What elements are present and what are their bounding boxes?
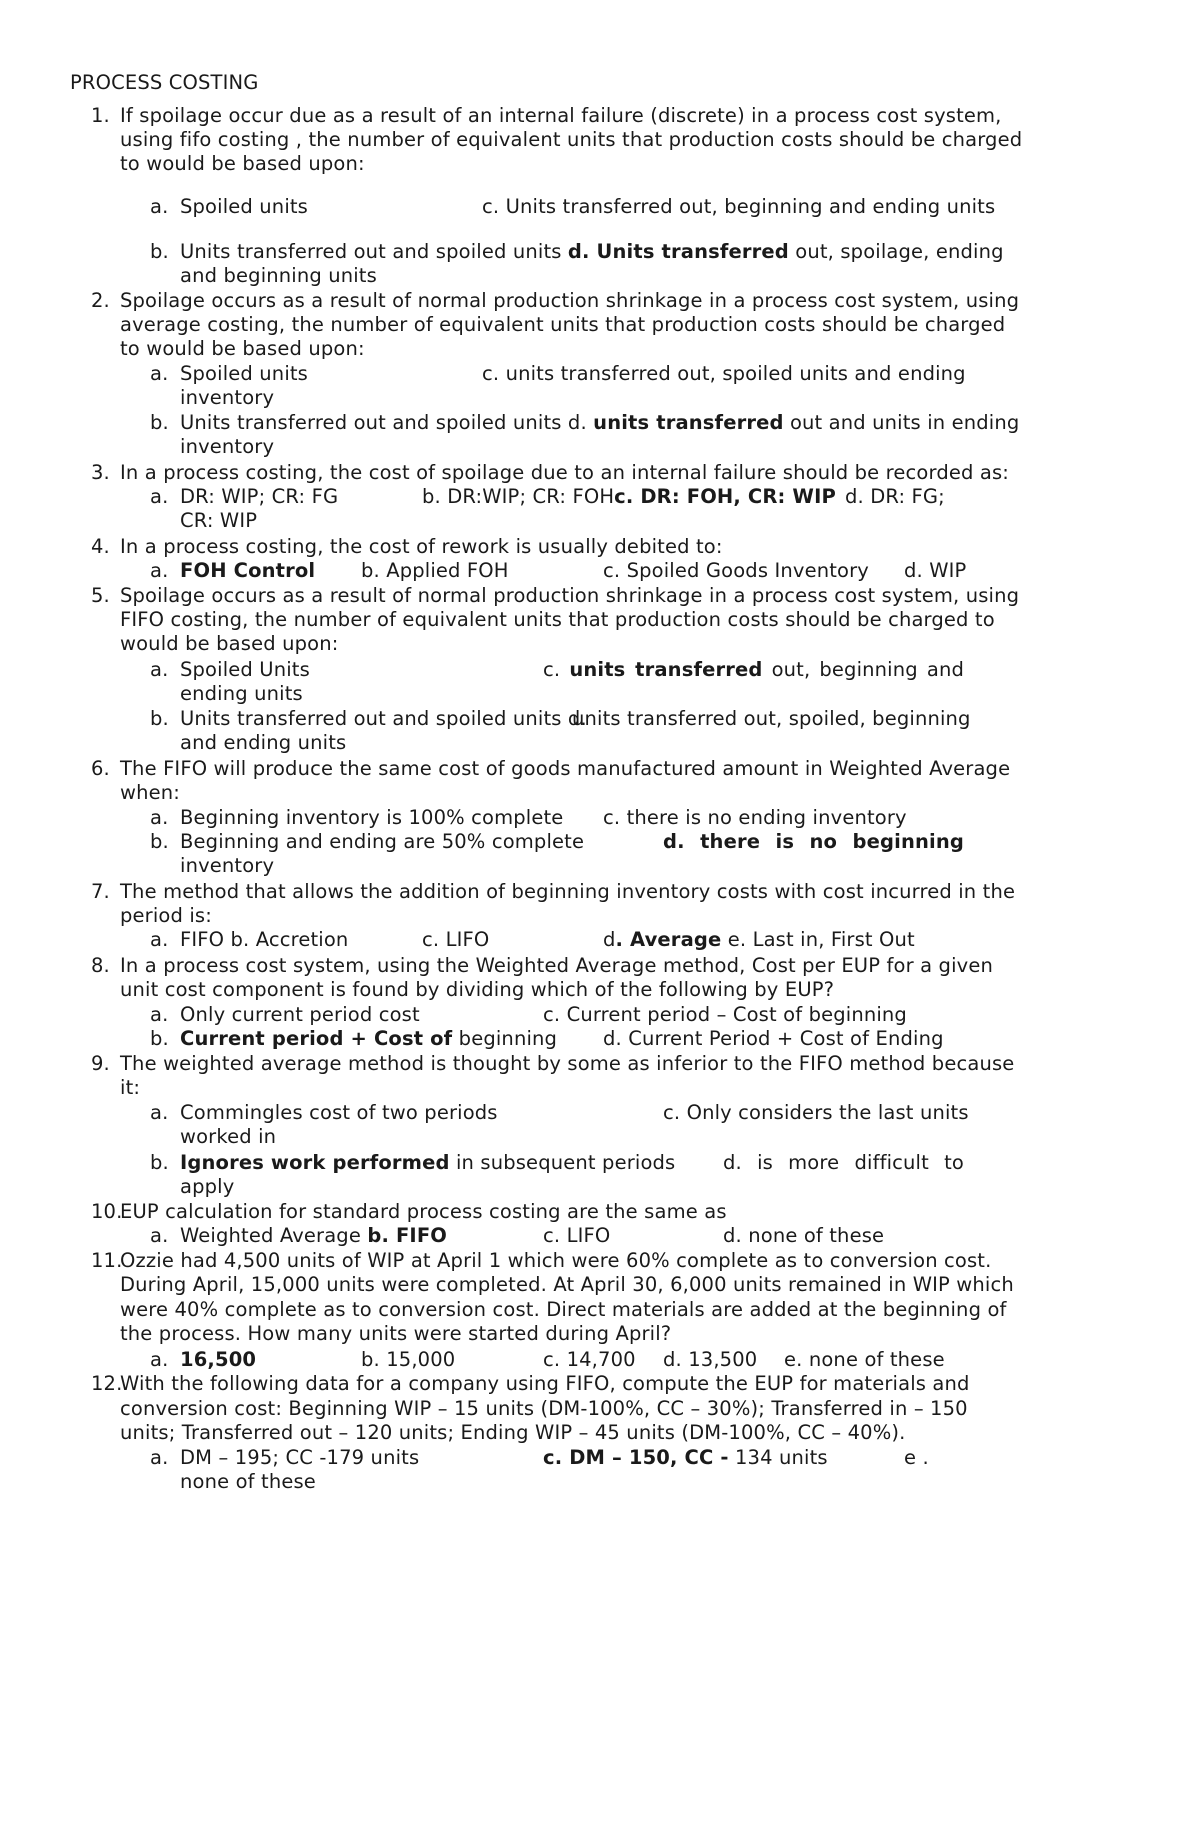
answer-a: 16,500 (180, 1348, 257, 1371)
option-c: c. there is no ending inventory (603, 806, 907, 829)
answer-d: units transferred (593, 411, 784, 434)
option-continuation: none of these (180, 1470, 316, 1493)
answer-c: c. DR: FOH, CR: WIP (614, 485, 836, 508)
option-continuation: worked in (180, 1125, 277, 1148)
option-continuation: inventory (180, 386, 275, 409)
question-number: 10. (91, 1200, 123, 1223)
question-number: 8. (91, 954, 110, 977)
option-c-prefix: c. (543, 658, 570, 681)
answer-b: Current period + Cost of (180, 1027, 453, 1050)
option-d: units transferred out, spoiled, beginning (572, 707, 971, 730)
option-continuation: and beginning units (180, 264, 377, 287)
option-b-and-d (180, 411, 1019, 435)
question-text-line: With the following data for a company using FIFO, compute the EUP for materials and (120, 1372, 970, 1395)
option-c: c. Units transferred out, beginning and ending units (482, 195, 996, 218)
question-text-line: conversion cost: Beginning WIP – 15 units (DM-100%, CC – 30%); Transferred in – 150 (120, 1397, 968, 1420)
option-e: e. Last in, First Out (721, 928, 915, 951)
option-label: a. (150, 806, 169, 829)
option-b (180, 1027, 557, 1051)
option-d-text: out and units in ending (783, 411, 1020, 434)
option-label: b. (150, 830, 169, 853)
option-b: Beginning and ending are 50% complete (180, 830, 585, 853)
option-b-and-c (422, 485, 836, 509)
option-d-text: out, spoilage, ending (788, 240, 1004, 263)
option-e: e . (904, 1446, 929, 1469)
question-text-line: to would be based upon: (120, 152, 365, 175)
answer-b: Ignores work performed (180, 1151, 450, 1174)
option-a-and-b: FIFO b. Accretion (180, 928, 349, 951)
question-number: 12. (91, 1372, 123, 1395)
question-text-line: The FIFO will produce the same cost of goods manufactured amount in Weighted Average (120, 757, 1011, 780)
option-b: b. DR:WIP; CR: FOH (422, 485, 615, 508)
option-label: a. (150, 1446, 169, 1469)
option-continuation: and ending units (180, 731, 347, 754)
question-text-line: to would be based upon: (120, 337, 365, 360)
question-text-line: Spoilage occurs as a result of normal production shrinkage in a process cost system, using (120, 289, 1020, 312)
option-continuation: inventory (180, 435, 275, 458)
question-number: 7. (91, 880, 110, 903)
option-d: d. WIP (904, 559, 967, 582)
question-number: 9. (91, 1052, 110, 1075)
question-text-line: FIFO costing, the number of equivalent units that production costs should be charged to (120, 608, 995, 631)
option-d: d. none of these (723, 1224, 885, 1247)
question-text-line: Spoilage occurs as a result of normal production shrinkage in a process cost system, using (120, 584, 1020, 607)
question-number: 11. (91, 1249, 123, 1272)
option-c: c. Only considers the last units (663, 1101, 969, 1124)
option-label: a. (150, 559, 169, 582)
option-c-text: 134 units (728, 1446, 828, 1469)
question-text-line: The method that allows the addition of beginning inventory costs with cost incurred in the (120, 880, 1016, 903)
option-d-and-e (603, 928, 915, 952)
option-label: a. (150, 1101, 169, 1124)
question-text-line: In a process costing, the cost of rework is usually debited to: (120, 535, 723, 558)
answer-a: FOH Control (180, 559, 316, 582)
option-c: c. Current period – Cost of beginning (543, 1003, 907, 1026)
option-label: a. (150, 658, 169, 681)
option-continuation: inventory (180, 854, 275, 877)
option-a: Spoiled Units (180, 658, 310, 681)
option-b: Units transferred out and spoiled units (180, 240, 568, 263)
option-c: c. LIFO (422, 928, 490, 951)
option-a: Beginning inventory is 100% complete (180, 806, 564, 829)
option-label: a. (150, 1348, 169, 1371)
option-b: b. Applied FOH (361, 559, 509, 582)
option-b-text: beginning (452, 1027, 558, 1050)
question-text-line: when: (120, 781, 180, 804)
option-label: a. (150, 362, 169, 385)
option-c: c. 14,700 (543, 1348, 636, 1371)
option-d: d. Current Period + Cost of Ending (603, 1027, 944, 1050)
option-a: Weighted Average (180, 1224, 368, 1247)
option-a: Spoiled units (180, 195, 308, 218)
answer-d: d. Units transferred (567, 240, 789, 263)
option-d-prefix: d (603, 928, 616, 951)
option-a: Only current period cost (180, 1003, 420, 1026)
question-text-line: In a process costing, the cost of spoilage due to an internal failure should be recorded as: (120, 461, 1010, 484)
question-text-line: would be based upon: (120, 632, 339, 655)
answer-d: . Average (615, 928, 722, 951)
option-c (543, 1446, 828, 1470)
question-number: 2. (91, 289, 110, 312)
answer-d: d. there is no beginning (663, 830, 964, 853)
question-text-line: Ozzie had 4,500 units of WIP at April 1 which were 60% complete as to conversion cost. (120, 1249, 992, 1272)
option-a-and-b (180, 1224, 447, 1248)
option-label: a. (150, 195, 169, 218)
answer-c: units transferred (569, 658, 763, 681)
option-continuation: apply (180, 1175, 235, 1198)
question-number: 5. (91, 584, 110, 607)
question-number: 3. (91, 461, 110, 484)
option-continuation: CR: WIP (180, 509, 258, 532)
question-text-line: EUP calculation for standard process costing are the same as (120, 1200, 727, 1223)
option-c: c. LIFO (543, 1224, 611, 1247)
option-b: b. 15,000 (361, 1348, 456, 1371)
option-a: DR: WIP; CR: FG (180, 485, 339, 508)
option-label: a. (150, 485, 169, 508)
question-text-line: the process. How many units were started during April? (120, 1322, 672, 1345)
option-label: b. (150, 707, 169, 730)
question-number: 4. (91, 535, 110, 558)
question-text-line: If spoilage occur due as a result of an internal failure (discrete) in a process cost system, (120, 104, 1002, 127)
option-a: Commingles cost of two periods (180, 1101, 498, 1124)
option-label: b. (150, 411, 169, 434)
option-d: d. 13,500 (663, 1348, 758, 1371)
document-title: PROCESS COSTING (70, 71, 259, 94)
option-continuation: ending units (180, 682, 303, 705)
option-d: d. is more difficult to (723, 1151, 964, 1174)
answer-c: c. DM – 150, CC - (543, 1446, 729, 1469)
question-number: 6. (91, 757, 110, 780)
question-text-line: average costing, the number of equivalent units that production costs should be charged (120, 313, 1006, 336)
option-c: c. units transferred out, spoiled units and ending (482, 362, 966, 385)
option-d: d. DR: FG; (845, 485, 945, 508)
question-text-line: it: (120, 1076, 141, 1099)
question-text-line: period is: (120, 904, 212, 927)
question-number: 1. (91, 104, 110, 127)
option-b-and-d (180, 240, 1004, 264)
option-b-text: in subsequent periods (449, 1151, 676, 1174)
question-text-line: During April, 15,000 units were completed. At April 30, 6,000 units remained in WIP which (120, 1273, 1014, 1296)
option-a: DM – 195; CC -179 units (180, 1446, 420, 1469)
option-label: a. (150, 1224, 169, 1247)
question-text-line: using fifo costing , the number of equivalent units that production costs should be charged (120, 128, 1023, 151)
option-label: b. (150, 1027, 169, 1050)
question-text-line: units; Transferred out – 120 units; Ending WIP – 45 units (DM-100%, CC – 40%). (120, 1421, 906, 1444)
option-label: a. (150, 1003, 169, 1026)
question-text-line: In a process cost system, using the Weighted Average method, Cost per EUP for a given (120, 954, 993, 977)
option-label: a. (150, 928, 169, 951)
option-label: b. (150, 1151, 169, 1174)
option-label: b. (150, 240, 169, 263)
question-text-line: The weighted average method is thought by some as inferior to the FIFO method because (120, 1052, 1015, 1075)
option-c (543, 658, 964, 682)
option-b: Units transferred out and spoiled units d. (180, 411, 594, 434)
question-text-line: unit cost component is found by dividing which of the following by EUP? (120, 978, 835, 1001)
option-c-text: out, beginning and (762, 658, 964, 681)
option-c: c. Spoiled Goods Inventory (603, 559, 869, 582)
question-text-line: were 40% complete as to conversion cost. Direct materials are added at the beginning of (120, 1298, 1007, 1321)
option-e: e. none of these (784, 1348, 945, 1371)
answer-b: b. FIFO (367, 1224, 448, 1247)
option-b (180, 1151, 675, 1175)
option-b: Units transferred out and spoiled units d. (180, 707, 587, 730)
option-a: Spoiled units (180, 362, 308, 385)
